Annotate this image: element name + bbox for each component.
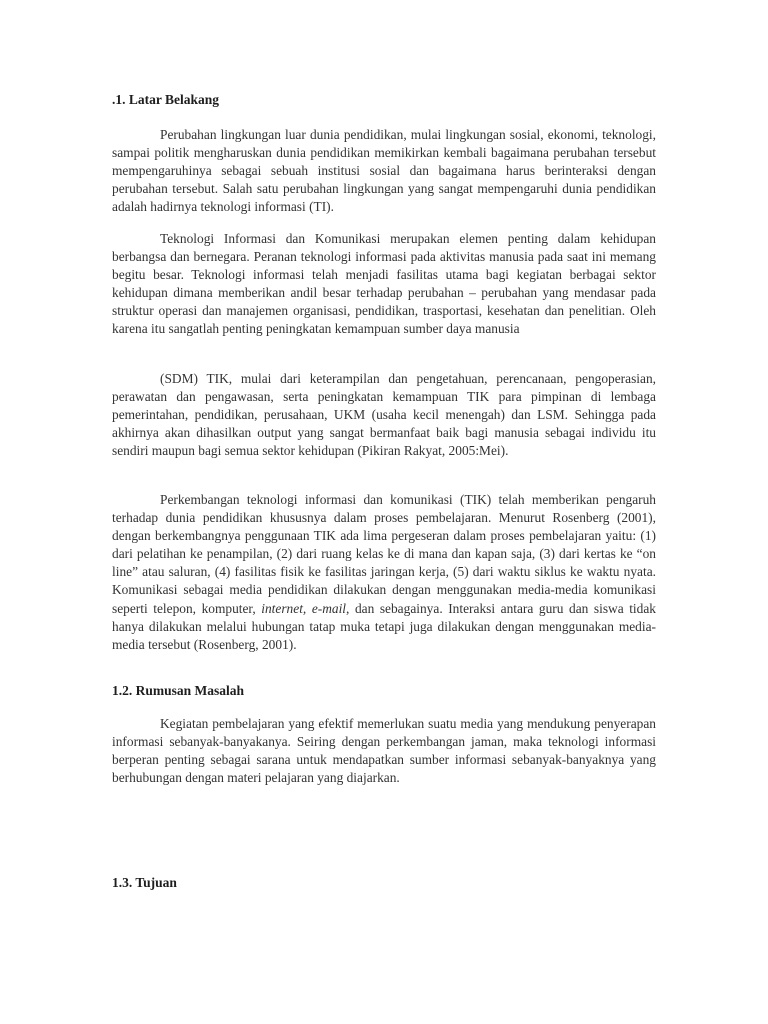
section-heading-latar-belakang: .1. Latar Belakang <box>112 92 220 107</box>
paragraph-rumusan-masalah-1: Kegiatan pembelajaran yang efektif memerlukan suatu media yang mendukung penyerapan informasi sebanyak-banyakanya. Seiring dengan perkembangan jaman, maka teknologi informasi berperan penting sebagai sarana untuk mendapatkan sumber informasi sebanyak-banyaknya yang berhubungan dengan materi pelajaran yang diajarkan. <box>112 716 656 786</box>
paragraph-text-after-italic: , dan sebagainya. Interaksi antara guru dan siswa tidak hanya dilakukan melalui hubungan tatap muka tetapi juga dilakukan dengan menggunakan media-media tersebut (Rosenberg, 2001). <box>112 600 656 652</box>
paragraph-latar-belakang-3: (SDM) TIK, mulai dari keterampilan dan pengetahuan, perencanaan, pengoperasian, perawatan dan pengawasan, serta peningkatan kemampuan TIK para pimpinan di lembaga pemerintahan, pendidikan, perusahaan, UKM (usaha kecil menengah) dan LSM. Sehingga pada akhirnya akan dihasilkan output yang sangat bermanfaat baik bagi manusia sebagai individu itu sendiri maupun bagi semua sektor kehidupan (Pikiran Rakyat, 2005:Mei). <box>112 371 656 459</box>
paragraph-latar-belakang-1: Perubahan lingkungan luar dunia pendidikan, mulai lingkungan sosial, ekonomi, teknologi, sampai politik mengharuskan dunia pendidikan memikirkan kembali bagaimana perubahan tersebut mempengaruhinya sebagai sebuah institusi sosial dan bagaimana harus berinteraksi dengan perubahan tersebut. Salah satu perubahan lingkungan yang sangat mempengaruhi dunia pendidikan adalah hadirnya teknologi informasi (TI). <box>112 127 656 215</box>
paragraph-italic-terms: internet, e-mail <box>261 600 347 616</box>
section-heading-tujuan: 1.3. Tujuan <box>112 875 177 890</box>
paragraph-text-before-italic: Perkembangan teknologi informasi dan komunikasi (TIK) telah memberikan pengaruh terhadap dunia pendidikan khususnya dalam proses pembelajaran. Menurut Rosenberg (2001), dengan berkembangnya penggunaan TIK ada lima pergeseran dalam proses pembelajaran yaitu: (1) dari pelatihan ke penampilan, (2) dari ruang kelas ke di mana dan kapan saja, (3) dari kertas ke “on line” atau saluran, (4) fasilitas fisik ke fasilitas jaringan kerja, (5) dari waktu siklus ke waktu nyata. Komunikasi sebagai media pendidikan dilakukan dengan menggunakan media-media komunikasi seperti telepon, komputer, <box>112 492 656 616</box>
section-heading-rumusan-masalah: 1.2. Rumusan Masalah <box>112 683 245 698</box>
paragraph-latar-belakang-2: Teknologi Informasi dan Komunikasi merupakan elemen penting dalam kehidupan berbangsa dan bernegara. Peranan teknologi informasi pada aktivitas manusia pada saat ini memang begitu besar. Teknologi informasi telah menjadi fasilitas utama bagi kegiatan berbagai sektor kehidupan dimana memberikan andil besar terhadap perubahan – perubahan yang mendasar pada struktur operasi dan manajemen organisasi, pendidikan, trasportasi, kesehatan dan penelitian. Oleh karena itu sangatlah penting peningkatan kemampuan sumber daya manusia <box>112 231 656 337</box>
paragraph-latar-belakang-4 <box>112 491 656 654</box>
